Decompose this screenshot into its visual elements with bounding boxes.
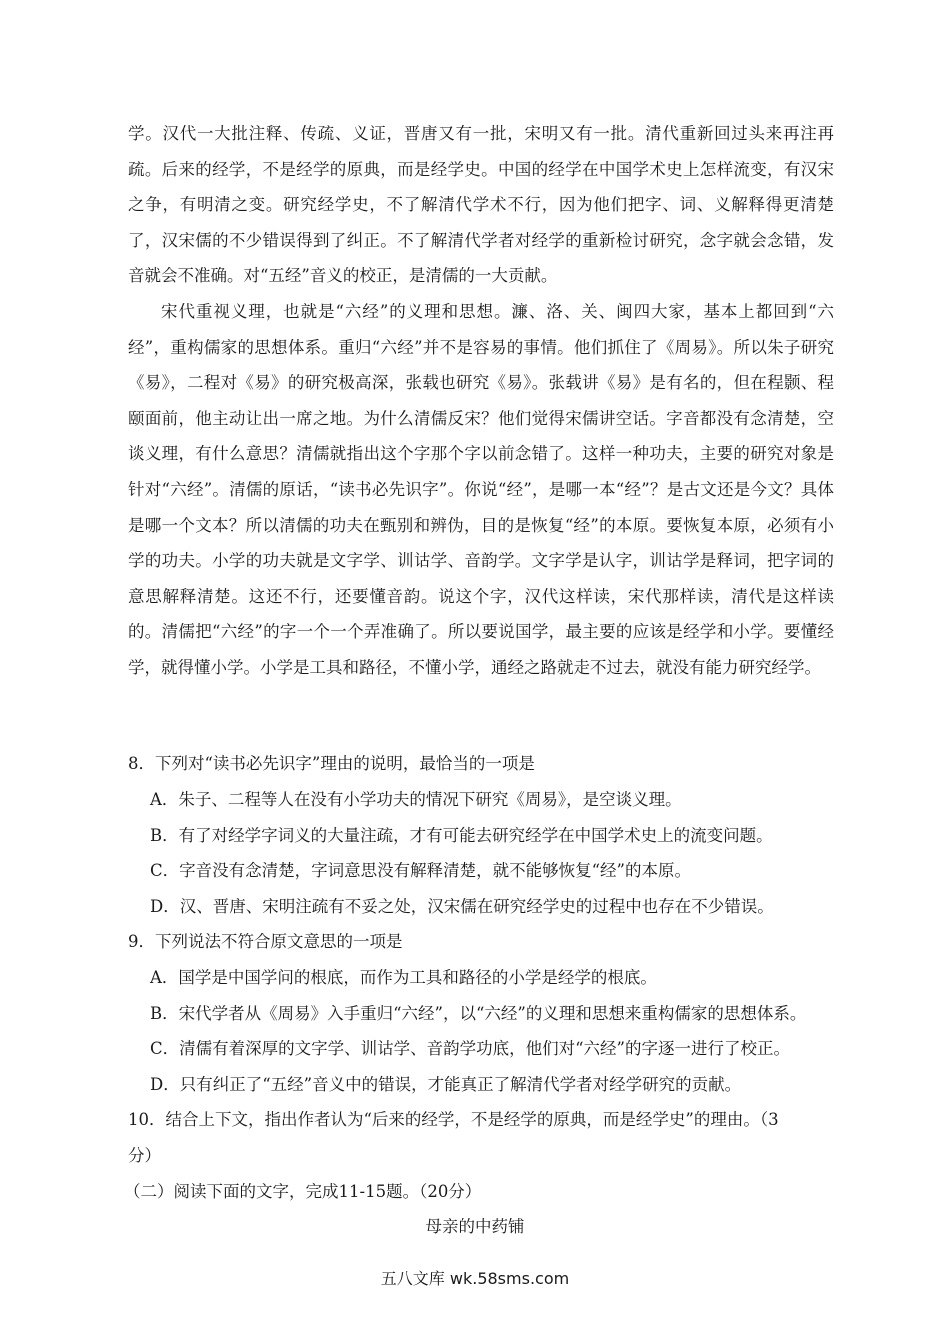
- passage-paragraph-2: 宋代重视义理，也就是“六经”的义理和思想。濂、洛、关、闽四大家，基本上都回到“六经”，重构儒家的思想体系。重归“六经”并不是容易的事情。他们抓住了《周易》。所以朱子研究《易》，二程对《易》的研究极高深，张载也研究《易》。张载讲《易》是有名的，但在程颢、程颐面前，他主动让出一席之地。为什么清儒反宋？他们觉得宋儒讲空话。字音都没有念清楚，空谈义理，有什么意思？清儒就指出这个字那个字以前念错了。这样一种功夫，主要的研究对象是针对“六经”。清儒的原话，“读书必先识字”。你说“经”，是哪一本“经”？是古文还是今文？具体是哪一个文本？所以清儒的功夫在甄别和辨伪，目的是恢复“经”的本原。要恢复本原，必须有小学的功夫。小学的功夫就是文字学、训诂学、音韵学。文字学是认字，训诂学是释词，把字词的意思解释清楚。这还不行，还要懂音韵。说这个字，汉代这样读，宋代那样读，清代是这样读的。清儒把“六经”的字一个一个弄准确了。所以要说国学，最主要的应该是经学和小学。要懂经学，就得懂小学。小学是工具和路径，不懂小学，通经之路就走不过去，就没有能力研究经学。: [128, 301, 834, 677]
- question-10-line-2: 分）: [128, 1146, 161, 1165]
- question-9-option-d: D．只有纠正了“五经”音义中的错误，才能真正了解清代学者对经学研究的贡献。: [150, 1075, 742, 1094]
- essay-title: 母亲的中药铺: [425, 1217, 525, 1236]
- question-9-stem: 9．下列说法不符合原文意思的一项是: [128, 932, 403, 951]
- question-9-option-a: A．国学是中国学问的根底，而作为工具和路径的小学是经学的根底。: [150, 968, 657, 987]
- question-8-option-a: A．朱子、二程等人在没有小学功夫的情况下研究《周易》，是空谈义理。: [150, 790, 682, 809]
- page-footer: 五八文库 wk.58sms.com: [380, 1269, 570, 1288]
- passage-paragraph-1: 学。汉代一大批注释、传疏、义证，晋唐又有一批，宋明又有一批。清代重新回过头来再注再疏。后来的经学，不是经学的原典，而是经学史。中国的经学在中国学术史上怎样流变，有汉宋之争，有明清之变。研究经学史，不了解清代学术不行，因为他们把字、词、义解释得更清楚了，汉宋儒的不少错误得到了纠正。不了解清代学者对经学的重新检讨研究，念字就会念错，发音就会不准确。对“五经”音义的校正，是清儒的一大贡献。: [128, 124, 834, 286]
- question-9-option-c: C．清儒有着深厚的文字学、训诂学、音韵学功底，他们对“六经”的字逐一进行了校正。: [150, 1039, 790, 1058]
- question-9-option-b: B．宋代学者从《周易》入手重归“六经”，以“六经”的义理和思想来重构儒家的思想体系。: [150, 1004, 807, 1023]
- question-8-option-b: B．有了对经学字词义的大量注疏，才有可能去研究经学在中国学术史上的流变问题。: [150, 826, 773, 845]
- question-10-line-1: 10．结合上下文，指出作者认为“后来的经学，不是经学的原典，而是经学史”的理由。（3: [128, 1110, 779, 1129]
- passage: [128, 116, 834, 686]
- question-8-option-c: C．字音没有念清楚，字词意思没有解释清楚，就不能够恢复“经”的本原。: [150, 861, 691, 880]
- section-2-heading: （二）阅读下面的文字，完成11-15题。（20分）: [124, 1182, 482, 1201]
- question-8-option-d: D．汉、晋唐、宋明注疏有不妥之处，汉宋儒在研究经学史的过程中也存在不少错误。: [150, 897, 774, 916]
- question-8-stem: 8．下列对“读书必先识字”理由的说明，最恰当的一项是: [128, 754, 535, 773]
